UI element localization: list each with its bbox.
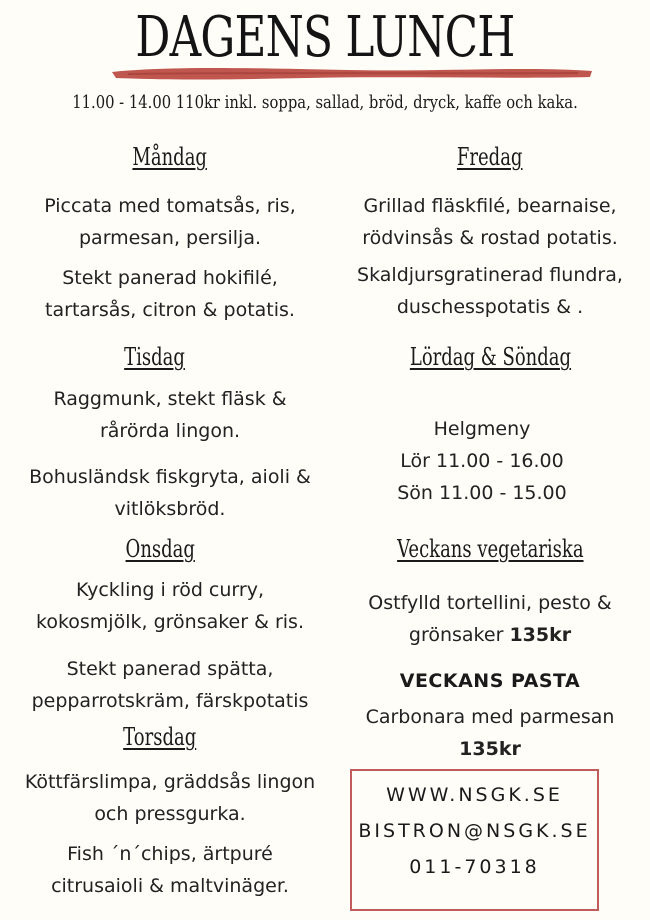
day-section-friday	[330, 143, 650, 171]
dish-line: Kyckling i röd curry,	[76, 579, 264, 601]
day-heading: Onsdag	[125, 535, 195, 563]
dish-group	[330, 701, 650, 765]
dish-line: Köttfärslimpa, gräddsås lingon	[24, 771, 316, 793]
dish-group	[10, 190, 330, 254]
weekend-line: Helgmeny	[433, 418, 531, 440]
dish-line: Fish ´n´chips, ärtpuré	[67, 843, 273, 865]
dish-group	[10, 574, 330, 638]
dish-line: Grillad fläskfilé, bearnaise,	[363, 195, 617, 217]
dish-line: tartarsås, citron & potatis.	[45, 299, 295, 321]
dish-line: Ostfylld tortellini, pesto &	[368, 592, 612, 614]
lunch-hours-price: 11.00 - 14.00 110kr inkl. soppa, sallad, bröd, dryck, kaffe och kaka.	[72, 92, 578, 113]
dish-line: citrusaioli & maltvinäger.	[51, 875, 289, 897]
dish-group	[10, 461, 330, 525]
section-pasta	[330, 670, 650, 692]
dish-text: grönsaker	[408, 624, 504, 646]
day-section-weekend	[330, 343, 650, 371]
dish-line: rårörda lingon.	[99, 420, 241, 442]
dish-group	[10, 838, 330, 902]
contact-box	[350, 769, 599, 911]
day-heading: Tisdag	[124, 343, 186, 371]
page-title: DAGENS LUNCH	[135, 5, 515, 70]
dish-line: vitlöksbröd.	[114, 498, 226, 520]
dish-group	[10, 383, 330, 447]
dish-line	[330, 619, 650, 651]
dish-line: pepparrotskräm, färskpotatis	[31, 690, 309, 712]
dish-line: Bohusländsk fiskgryta, aioli &	[29, 466, 311, 488]
dish-line: parmesan, persilja.	[78, 227, 262, 249]
weekend-line: Lör 11.00 - 16.00	[400, 450, 564, 472]
dish-line: rödvinsås & rostad potatis.	[362, 227, 618, 249]
day-section-monday	[10, 143, 330, 171]
dish-group	[330, 587, 650, 651]
dish-line: Stekt panerad spätta,	[66, 658, 274, 680]
dish-price: 135kr	[459, 738, 521, 760]
phone-number: 011-70318	[409, 856, 540, 878]
day-heading: Fredag	[457, 143, 523, 171]
website-link[interactable]: WWW.NSGK.SE	[386, 784, 563, 806]
day-section-thursday	[10, 723, 310, 751]
day-section-wednesday	[10, 535, 310, 563]
day-heading: Torsdag	[123, 723, 197, 751]
day-section-tuesday	[10, 343, 300, 371]
dish-group	[10, 262, 330, 326]
dish-line: och pressgurka.	[94, 803, 246, 825]
weekend-line: Sön 11.00 - 15.00	[397, 482, 567, 504]
dish-group	[10, 766, 330, 830]
dish-group	[10, 653, 330, 717]
dish-price: 135kr	[509, 624, 572, 646]
section-heading: Veckans vegetariska	[396, 535, 584, 563]
dish-line: duschesspotatis & .	[396, 296, 584, 318]
dish-line: Carbonara med parmesan	[365, 706, 615, 728]
weekend-menu	[322, 413, 642, 509]
dish-group	[330, 259, 650, 323]
day-heading: Måndag	[132, 143, 208, 171]
dish-line: kokosmjölk, grönsaker & ris.	[36, 611, 304, 633]
dish-line: Skaldjursgratinerad flundra,	[357, 264, 623, 286]
dish-group	[330, 190, 650, 254]
section-vegetarian	[330, 535, 650, 563]
email-link[interactable]: BISTRON@NSGK.SE	[358, 820, 591, 842]
dish-line: Stekt panerad hokifilé,	[62, 267, 278, 289]
dish-line: Piccata med tomatsås, ris,	[44, 195, 296, 217]
dish-line: Raggmunk, stekt fläsk &	[53, 388, 287, 410]
day-heading: Lördag & Söndag	[409, 343, 571, 371]
section-heading: VECKANS PASTA	[399, 670, 581, 692]
